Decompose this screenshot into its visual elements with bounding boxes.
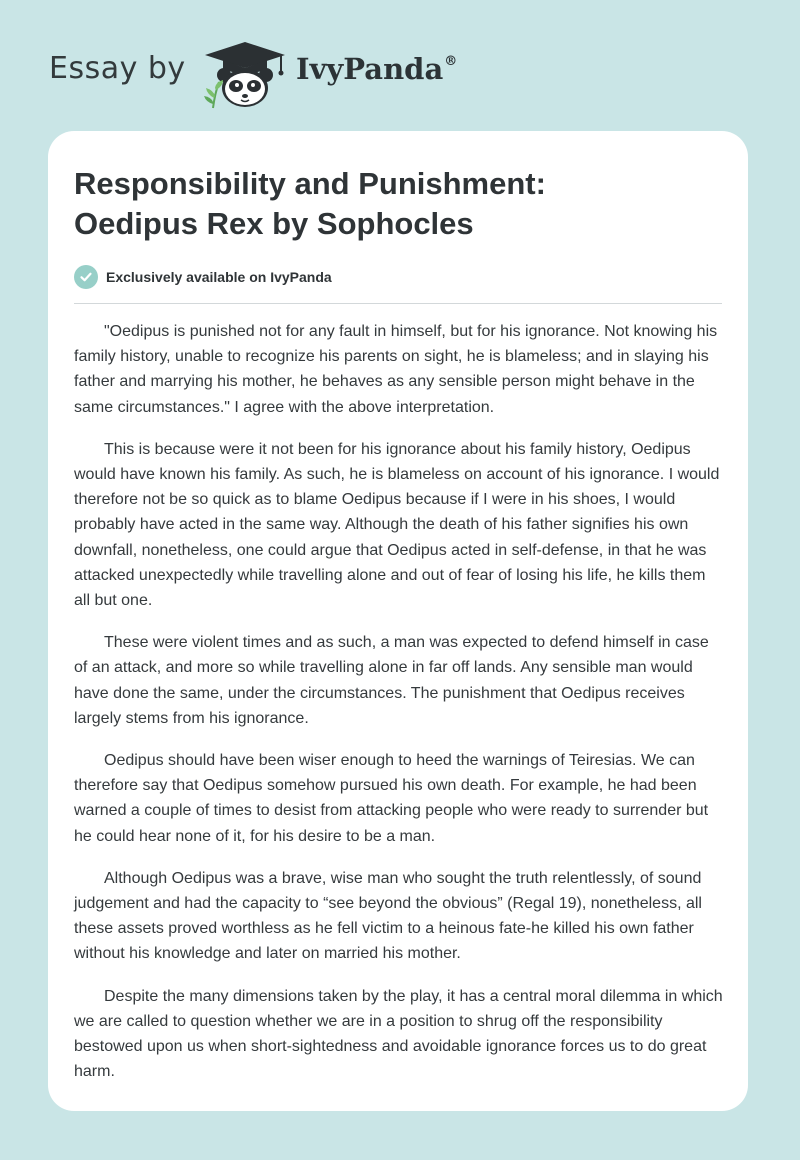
essay-body [74, 319, 724, 1101]
paragraph: This is because were it not been for his ignorance about his family history, Oedipus would have known his family. As such, he is blameless on account of his ignorance. I would therefore not be so quick as to blame Oedipus because if I were in his shoes, I would probably have acted in the same way. Although the death of his father signifies his own downfall, nonetheless, one could argue that Oedipus acted in self-defense, in that he was attacked unexpectedly while travelling alone and out of fear of losing his life, he kills them all but one. [74, 440, 720, 610]
paragraph: Although Oedipus was a brave, wise man who sought the truth relentlessly, of sound judgement and had the capacity to “see beyond the obvious” (Regal 19), nonetheless, all these assets proved worthless as he fell victim to a heinous fate-he killed his own father without his knowledge and later on married his mother. [74, 869, 702, 963]
panda-graduate-icon [201, 38, 293, 110]
divider [74, 303, 722, 304]
page-title [74, 164, 724, 244]
exclusive-badge [74, 264, 332, 290]
paragraph: These were violent times and as such, a man was expected to defend himself in case of an attack, and more so while travelling alone in far off lands. Any sensible man would have done the same, under the circumstances. The punishment that Oedipus receives largely stems from his ignorance. [74, 634, 709, 727]
title-line-2: Oedipus Rex by Sophocles [74, 206, 474, 241]
badge-text: Exclusively available on IvyPanda [106, 269, 332, 285]
essay-card [48, 131, 748, 1111]
title-line-1: Responsibility and Punishment: [74, 166, 546, 201]
paragraph: Oedipus should have been wiser enough to heed the warnings of Teiresias. We can therefore say that Oedipus somehow pursued his own death. For example, he had been warned a couple of times to desist from attacking people who were ready to surrender but he could hear none of it, for his desire to be a man. [74, 752, 709, 845]
check-circle-icon [74, 265, 98, 289]
paragraph: Despite the many dimensions taken by the play, it has a central moral dilemma in which we are called to question whether we are in a position to shrug off the responsibility bestowed upon us when short-sightedness and avoidable ignorance forces us to do great harm. [74, 987, 723, 1081]
registered-mark: ® [444, 54, 458, 69]
brand-wordmark[interactable] [296, 52, 457, 86]
essay-by-label: Essay by [49, 51, 186, 86]
brand-name: IvyPanda [296, 52, 444, 86]
site-header [0, 0, 800, 130]
paragraph: "Oedipus is punished not for any fault in himself, but for his ignorance. Not knowing his family history, unable to recognize his parents on sight, he is blameless; and in slaying his father and marrying his mother, he behaves as any sensible person might behave in the same circumstances." I agree with the above interpretation. [74, 323, 718, 416]
